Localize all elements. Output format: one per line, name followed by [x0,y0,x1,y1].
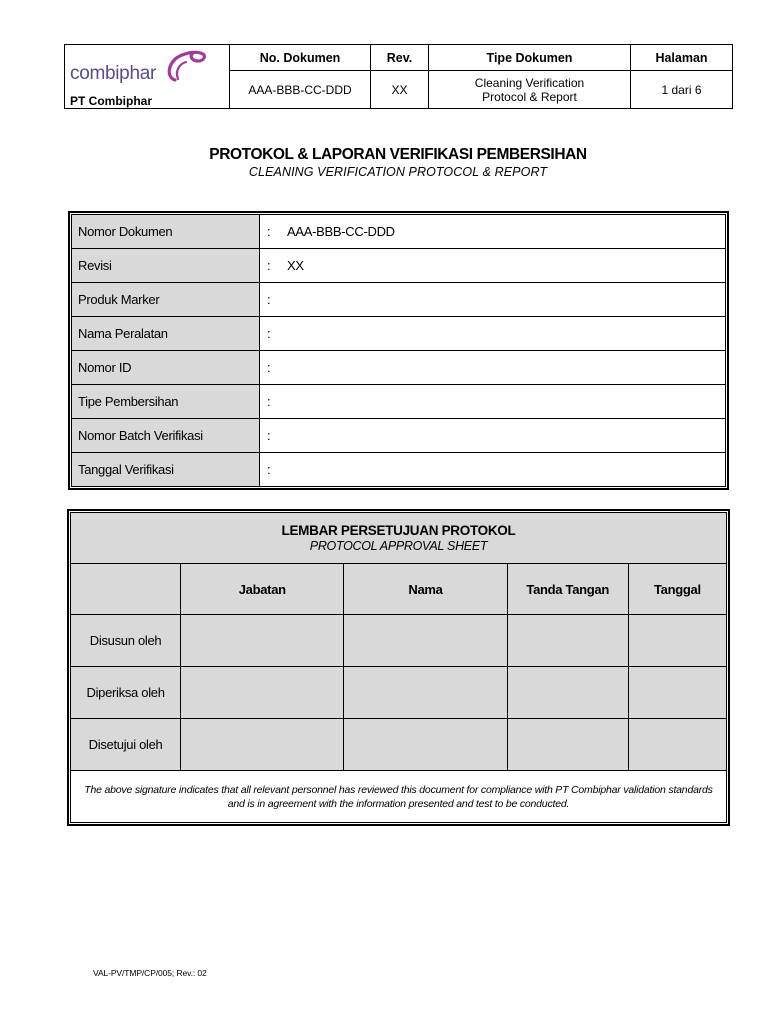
info-colon: : [267,292,271,307]
approval-corner-cell [71,564,181,615]
approval-row-label: Disetujui oleh [71,719,181,771]
info-label: Tanggal Verifikasi [72,453,260,487]
approval-row-label: Disusun oleh [71,615,181,667]
info-colon: : [267,224,271,239]
approval-row-label: Diperiksa oleh [71,667,181,719]
approval-title-cell [71,513,727,564]
info-row-id-number [72,351,726,385]
approval-row-approved [71,719,727,771]
info-colon: : [267,394,271,409]
info-colon: : [267,326,271,341]
page-value: 1 dari 6 [631,71,733,109]
doc-type-value [429,71,631,109]
info-value-cell [260,351,726,385]
info-label: Revisi [72,249,260,283]
company-name: PT Combiphar [70,94,153,108]
info-colon: : [267,428,271,443]
info-value-cell [260,385,726,419]
approval-table-frame [67,509,730,826]
col-header-position: Jabatan [181,564,344,615]
logo-swirl-icon [163,47,207,83]
info-value: XX [287,258,304,273]
date-cell [628,667,726,719]
info-table-frame [68,211,729,490]
info-colon: : [267,258,271,273]
name-cell [344,667,507,719]
date-cell [628,719,726,771]
col-header-name: Nama [344,564,507,615]
document-title: PROTOKOL & LAPORAN VERIFIKASI PEMBERSIHAN [209,146,587,163]
info-label: Nomor Dokumen [72,215,260,249]
approval-title: LEMBAR PERSETUJUAN PROTOKOL [281,522,516,538]
company-logo: combiphar [70,63,157,84]
col-header-date: Tanggal [628,564,726,615]
info-row-batch-number [72,419,726,453]
info-value-cell [260,419,726,453]
rev-value: XX [371,71,429,109]
col-header-doc-type: Tipe Dokumen [429,45,631,71]
document-header [64,44,733,109]
info-label: Produk Marker [72,283,260,317]
document-subtitle: CLEANING VERIFICATION PROTOCOL & REPORT [248,165,548,179]
approval-subtitle: PROTOCOL APPROVAL SHEET [309,538,488,553]
doc-type-line-1: Cleaning Verification [474,75,585,90]
logo-cell [65,45,230,109]
position-cell [181,615,344,667]
name-cell [344,719,507,771]
info-value-cell [260,283,726,317]
info-value-cell [260,317,726,351]
footer-doc-code: VAL-PV/TMP/CP/005; Rev.: 02 [93,968,207,978]
name-cell [344,615,507,667]
info-row-revision [72,249,726,283]
approval-row-prepared [71,615,727,667]
info-value-cell [260,249,726,283]
info-label: Nomor ID [72,351,260,385]
info-colon: : [267,462,271,477]
doc-no-value: AAA-BBB-CC-DDD [230,71,371,109]
info-row-equipment-name [72,317,726,351]
info-label: Nomor Batch Verifikasi [72,419,260,453]
info-value-cell [260,215,726,249]
col-header-rev: Rev. [371,45,429,71]
info-value-cell [260,453,726,487]
info-label: Nama Peralatan [72,317,260,351]
info-colon: : [267,360,271,375]
doc-type-line-2: Protocol & Report [482,89,577,104]
info-table [71,214,726,487]
position-cell [181,719,344,771]
info-row-doc-no [72,215,726,249]
signature-cell [507,667,628,719]
signature-cell [507,615,628,667]
signature-cell [507,719,628,771]
info-row-verification-date [72,453,726,487]
col-header-signature: Tanda Tangan [507,564,628,615]
date-cell [628,615,726,667]
info-row-marker-product [72,283,726,317]
info-value: AAA-BBB-CC-DDD [287,224,395,239]
info-row-cleaning-type [72,385,726,419]
col-header-page: Halaman [631,45,733,71]
info-label: Tipe Pembersihan [72,385,260,419]
position-cell [181,667,344,719]
col-header-doc-no: No. Dokumen [230,45,371,71]
approval-table [70,512,727,823]
approval-row-checked [71,667,727,719]
approval-note: The above signature indicates that all relevant personnel has reviewed this document for compliance with PT Combiphar validation standards and is in agreement with the information presented and test to be conducted. [71,771,727,823]
